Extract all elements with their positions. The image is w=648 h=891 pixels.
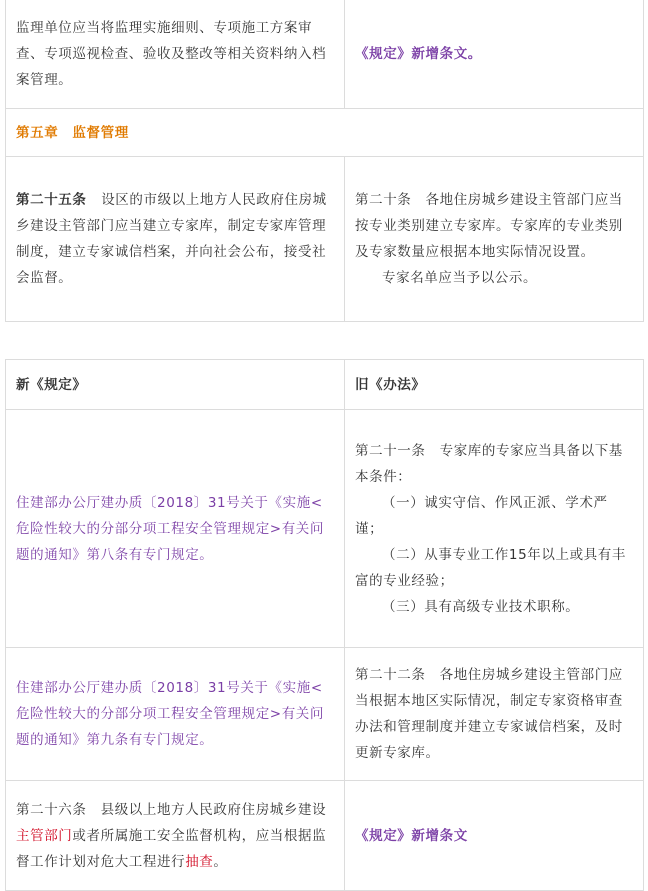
highlight-text: 抽查 <box>185 853 214 870</box>
text-segment: 或者所属施工安全监督机构，应当根据监督工作计划对危大工程进行 <box>16 827 327 870</box>
table-cell <box>6 109 644 157</box>
cell-text: 第二十一条 专家库的专家应当具备以下基本条件： <box>355 442 623 485</box>
cell-text: 监理单位应当将监理实施细则、专项施工方案审查、专项巡视检查、验收及整改等相关资料纳入档案管理。 <box>16 20 327 88</box>
table-row <box>6 648 644 781</box>
table-cell <box>345 0 644 109</box>
comparison-table-1 <box>5 0 644 322</box>
article-body: 设区的市级以上地方人民政府住房城乡建设主管部门应当建立专家库，制定专家库管理制度，建立专家诚信档案，并向社会公布，接受社会监督。 <box>16 192 327 286</box>
cell-text: 第二十条 各地住房城乡建设主管部门应当按专业类别建立专家库。专家库的专业类别及专家数量应根据本地实际情况设置。 <box>355 192 623 260</box>
table-cell <box>345 648 644 781</box>
cell-text: （一）诚实守信、作风正派、学术严谨； <box>355 494 608 537</box>
chapter-heading: 第五章 监督管理 <box>16 124 129 141</box>
comparison-table-2 <box>5 359 644 891</box>
header-row <box>6 360 644 410</box>
table-cell <box>6 0 345 109</box>
cell-text <box>16 187 334 291</box>
table-row <box>6 157 644 322</box>
header-cell <box>6 360 345 410</box>
table-row <box>6 0 644 109</box>
table-cell <box>6 781 345 891</box>
cell-text: （三）具有高级专业技术职称。 <box>382 598 580 615</box>
table-row <box>6 410 644 648</box>
cell-text <box>16 797 334 875</box>
reference-text: 住建部办公厅建办质〔2018〕31号关于《实施<危险性较大的分部分项工程安全管理规定>有关问题的通知》第八条有专门规定。 <box>16 494 325 563</box>
text-segment: 第二十六条 县级以上地方人民政府住房城乡建设 <box>16 801 327 818</box>
cell-text: 第二十二条 各地住房城乡建设主管部门应当根据本地区实际情况，制定专家资格审查办法和管理制度并建立专家诚信档案，及时更新专家库。 <box>355 667 623 761</box>
table-cell <box>6 648 345 781</box>
new-clause-note: 《规定》新增条文。 <box>355 46 482 62</box>
column-header-old: 旧《办法》 <box>355 376 426 393</box>
column-header-new: 新《规定》 <box>16 376 87 393</box>
reference-text: 住建部办公厅建办质〔2018〕31号关于《实施<危险性较大的分部分项工程安全管理规定>有关问题的通知》第九条有专门规定。 <box>16 680 325 748</box>
article-title: 第二十五条 <box>16 192 87 208</box>
table-cell <box>345 781 644 891</box>
new-clause-note: 《规定》新增条文 <box>355 827 468 844</box>
cell-text: 专家名单应当予以公示。 <box>382 270 538 286</box>
chapter-row <box>6 109 644 157</box>
cell-text: （二）从事专业工作15年以上或具有丰富的专业经验； <box>355 546 626 589</box>
table-cell <box>6 410 345 648</box>
text-segment: 。 <box>213 853 228 870</box>
table-cell <box>345 410 644 648</box>
highlight-text: 主管部门 <box>16 827 73 844</box>
header-cell <box>345 360 644 410</box>
table-cell <box>6 157 345 322</box>
table-row <box>6 781 644 891</box>
table-cell <box>345 157 644 322</box>
